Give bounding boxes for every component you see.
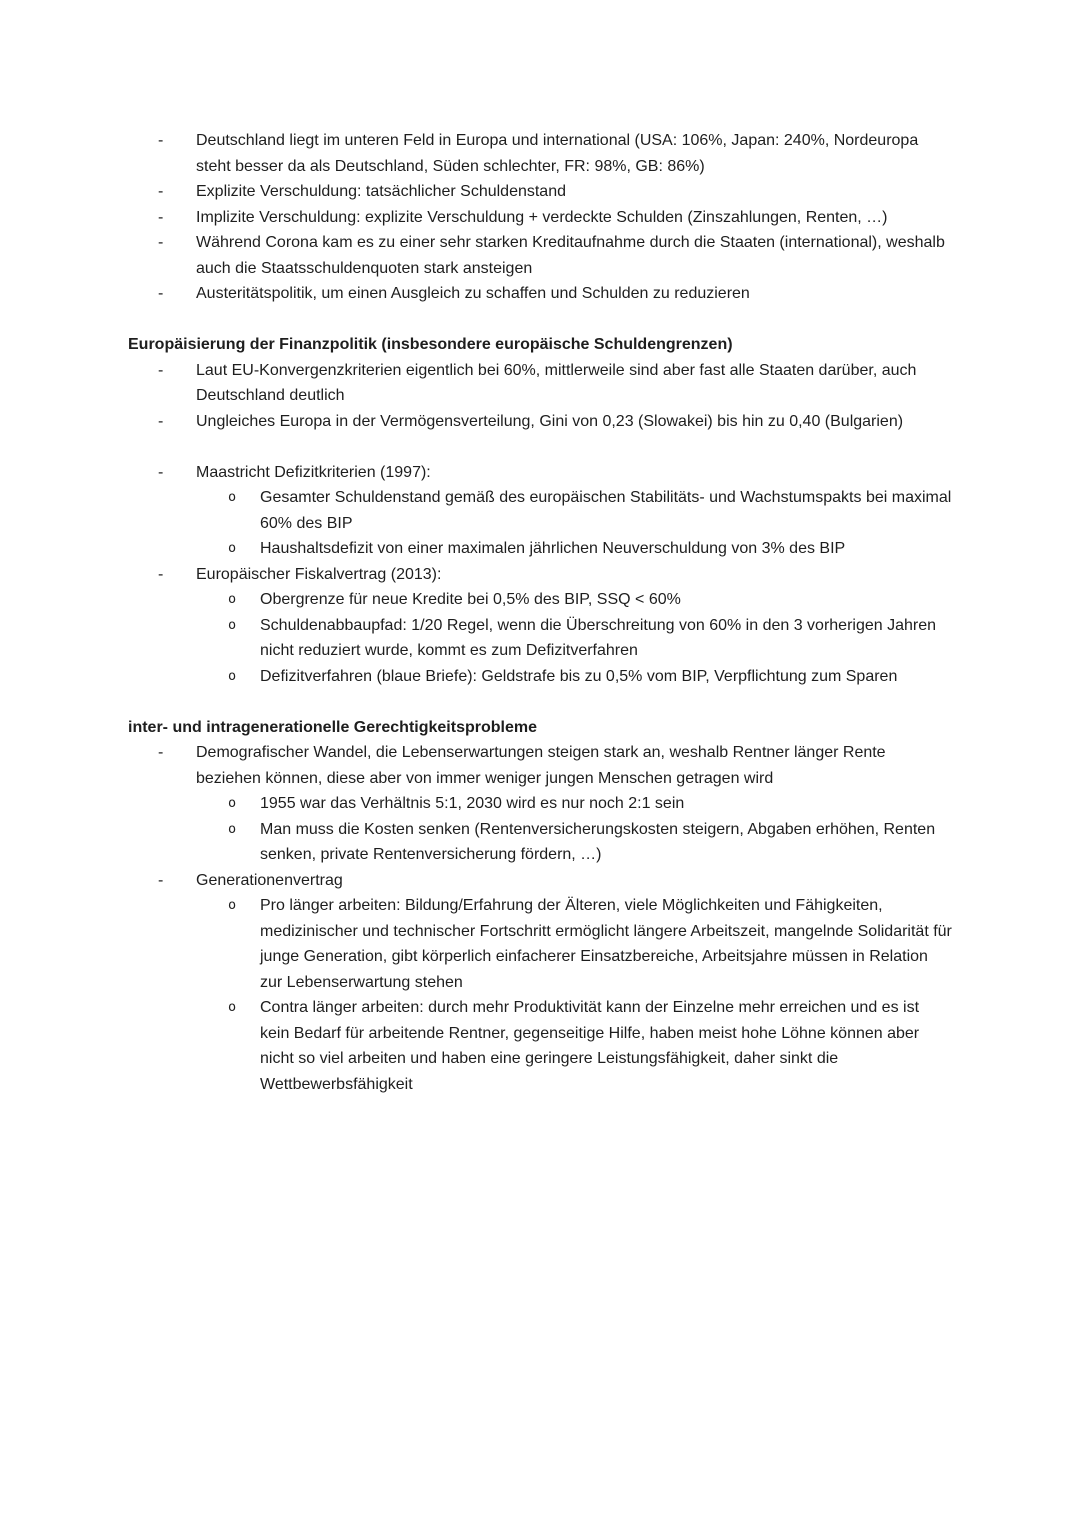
list-item-text: Schuldenabbaupfad: 1/20 Regel, wenn die Überschreitung von 60% in den 3 vorherigen Jahren nicht reduziert wurde, kommt es zum Defizitverfahren bbox=[260, 616, 937, 659]
circle-bullet: o bbox=[228, 667, 237, 684]
list-item-text: Demografischer Wandel, die Lebenserwartungen steigen stark an, weshalb Rentner länger Rente beziehen können, diese aber von immer weniger jungen Menschen getragen wird bbox=[196, 744, 886, 787]
dash-bullet: - bbox=[158, 565, 164, 583]
sub-list-item bbox=[128, 893, 952, 995]
sub-list-item bbox=[128, 485, 952, 536]
list-item-text: Europäischer Fiskalvertrag (2013): bbox=[196, 565, 442, 583]
dash-bullet: - bbox=[158, 463, 164, 481]
list-item bbox=[128, 179, 952, 205]
list-item-text: Implizite Verschuldung: explizite Verschuldung + verdeckte Schulden (Zinszahlungen, Renten, …) bbox=[196, 208, 888, 226]
dash-bullet: - bbox=[158, 361, 164, 379]
circle-bullet: o bbox=[228, 795, 237, 811]
list-item-text: Obergrenze für neue Kredite bei 0,5% des BIP, SSQ < 60% bbox=[260, 591, 681, 608]
sub-list-item bbox=[128, 664, 952, 690]
list-item bbox=[128, 230, 952, 281]
section-heading: inter- und intragenerationelle Gerechtigkeitsprobleme bbox=[128, 718, 537, 736]
sub-list-item bbox=[128, 791, 952, 817]
list-item-text: Explizite Verschuldung: tatsächlicher Schuldenstand bbox=[196, 183, 566, 200]
sub-list-item bbox=[128, 613, 952, 664]
list-item bbox=[128, 868, 952, 894]
list-item-text: Defizitverfahren (blaue Briefe): Geldstrafe bis zu 0,5% vom BIP, Verpflichtung zum Sparen bbox=[260, 667, 898, 685]
dash-bullet: - bbox=[158, 285, 164, 302]
list-item bbox=[128, 281, 952, 307]
list-item bbox=[128, 409, 952, 435]
list-item-text: Ungleiches Europa in der Vermögensverteilung, Gini von 0,23 (Slowakei) bis hin zu 0,40 (Bulgarien) bbox=[196, 412, 904, 430]
list-item bbox=[128, 740, 952, 791]
list-item-text: Contra länger arbeiten: durch mehr Produktivität kann der Einzelne mehr erreichen und es ist kein Bedarf für arbeitende Rentner, gegenseitige Hilfe, haben meist hohe Löhne können aber nicht so viel arbeiten und haben eine geringere Leistungsfähigkeit, daher sinkt die Wettbewerbsfähigkeit bbox=[260, 999, 920, 1093]
list-item-text: Maastricht Defizitkriterien (1997): bbox=[196, 463, 431, 481]
dash-bullet: - bbox=[158, 208, 164, 226]
circle-bullet: o bbox=[228, 999, 237, 1015]
dash-bullet: - bbox=[158, 744, 164, 761]
sub-list-item bbox=[128, 536, 952, 562]
list-item bbox=[128, 205, 952, 231]
list-item-text: 1955 war das Verhältnis 5:1, 2030 wird es nur noch 2:1 sein bbox=[260, 795, 685, 812]
dash-bullet: - bbox=[158, 234, 164, 251]
sub-list-item bbox=[128, 587, 952, 613]
circle-bullet: o bbox=[228, 489, 237, 505]
list-item-text: Pro länger arbeiten: Bildung/Erfahrung der Älteren, viele Möglichkeiten und Fähigkeiten, medizinischer und technischer Fortschritt ermöglicht längere Arbeitszeit, mangelnde Solidarität für junge Generation, gibt körperlich einfacherer Einsatzbereiche, Arbeitsjahre müssen in Relation zur Lebenserwartung stehen bbox=[260, 897, 952, 991]
dash-bullet: - bbox=[158, 132, 164, 149]
dash-bullet: - bbox=[158, 871, 164, 889]
circle-bullet: o bbox=[228, 540, 237, 556]
list-item-text: Gesamter Schuldenstand gemäß des europäischen Stabilitäts- und Wachstumspakts bei maximal 60% des BIP bbox=[260, 489, 952, 532]
list-item-text: Deutschland liegt im unteren Feld in Europa und international (USA: 106%, Japan: 240%, Nordeuropa steht besser da als Deutschland, Süden schlechter, FR: 98%, GB: 86%) bbox=[196, 132, 919, 175]
circle-bullet: o bbox=[228, 820, 237, 837]
list-item-text: Man muss die Kosten senken (Rentenversicherungskosten steigern, Abgaben erhöhen, Renten senken, private Rentenversicherung fördern, …) bbox=[260, 820, 936, 863]
sub-list-item bbox=[128, 817, 952, 868]
dash-bullet: - bbox=[158, 412, 164, 430]
list-item bbox=[128, 128, 952, 179]
list-item bbox=[128, 460, 952, 486]
list-item-text: Generationenvertrag bbox=[196, 871, 343, 889]
section-heading: Europäisierung der Finanzpolitik (insbesondere europäische Schuldengrenzen) bbox=[128, 336, 733, 353]
circle-bullet: o bbox=[228, 897, 237, 913]
list-item-text: Haushaltsdefizit von einer maximalen jährlichen Neuverschuldung von 3% des BIP bbox=[260, 540, 846, 557]
sub-list-item bbox=[128, 995, 952, 1097]
list-item bbox=[128, 358, 952, 409]
list-item-text: Laut EU-Konvergenzkriterien eigentlich bei 60%, mittlerweile sind aber fast alle Staaten darüber, auch Deutschland deutlich bbox=[196, 361, 917, 404]
document-content bbox=[128, 128, 952, 1097]
dash-bullet: - bbox=[158, 183, 164, 200]
circle-bullet: o bbox=[228, 616, 237, 633]
list-item-text: Austeritätspolitik, um einen Ausgleich zu schaffen und Schulden zu reduzieren bbox=[196, 285, 750, 302]
list-item-text: Während Corona kam es zu einer sehr starken Kreditaufnahme durch die Staaten (international), weshalb auch die Staatsschuldenquoten stark ansteigen bbox=[196, 234, 945, 277]
circle-bullet: o bbox=[228, 591, 237, 607]
list-item bbox=[128, 562, 952, 588]
paragraph-spacer bbox=[128, 434, 952, 460]
